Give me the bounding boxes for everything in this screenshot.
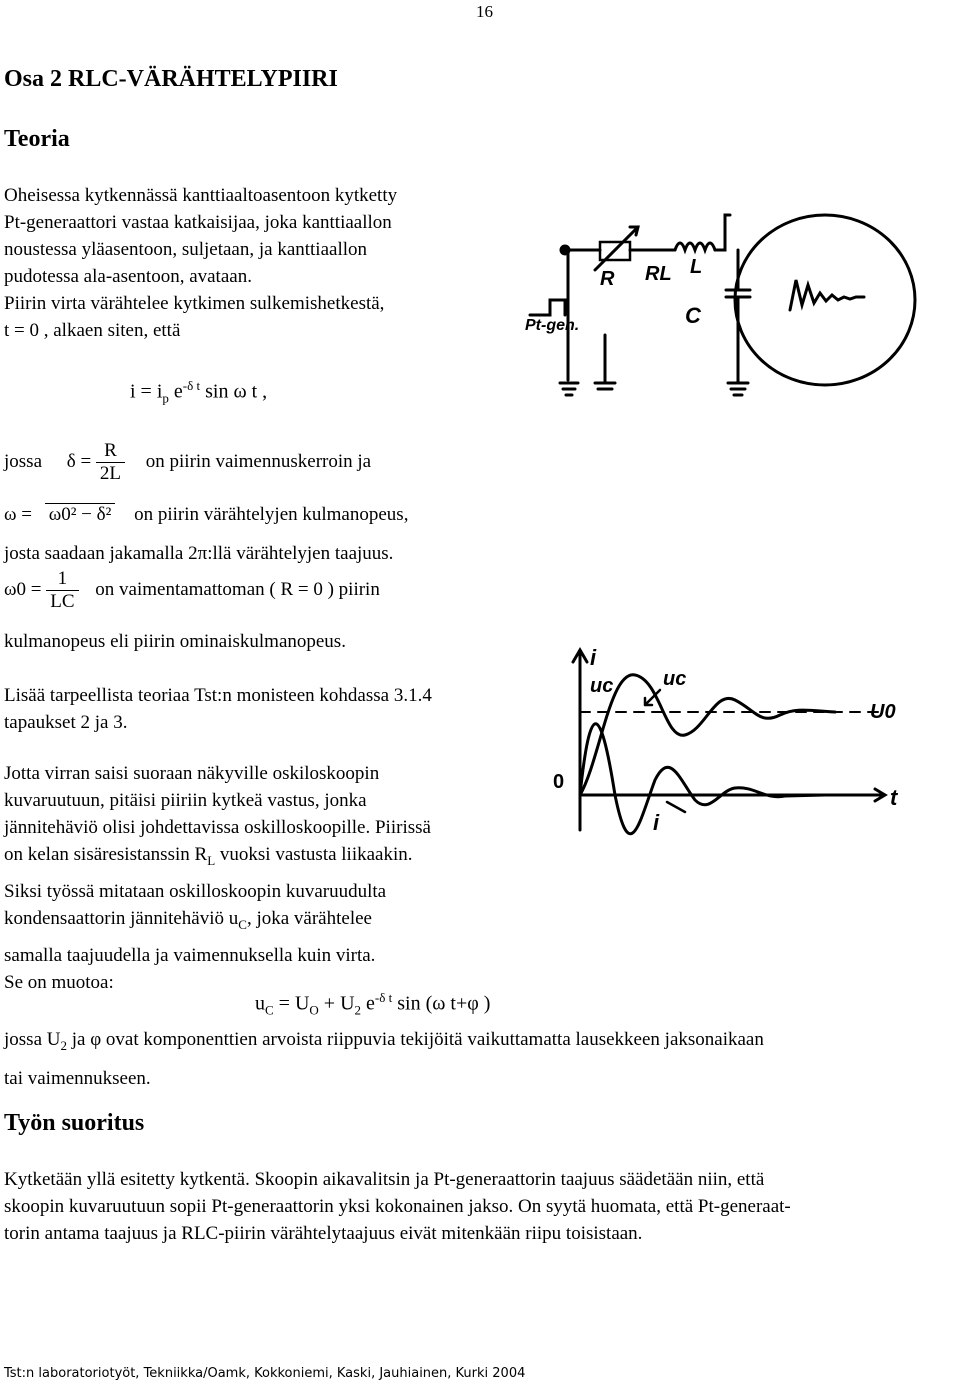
intro-line: Oheisessa kytkennässä kanttiaaltoasentoon kytketty: [4, 185, 398, 206]
intro-line: noustessa yläasentoon, suljetaan, ja kanttiaallon: [4, 239, 368, 260]
footer: Tst:n laboratoriotyöt, Tekniikka/Oamk, Kokkoniemi, Kaski, Jauhiainen, Kurki 2004: [4, 1366, 526, 1381]
intro-line: Piirin virta värähtelee kytkimen sulkemishetkestä,: [4, 293, 385, 314]
omega0-definition: ω0 = $\frac{1}{LC}$ on vaimentamattoman ( R = 0 ) piirin: [4, 568, 380, 612]
intro-line: Pt-generaattori vastaa katkaisijaa, joka kanttiaallon: [4, 212, 392, 233]
omega0-fraction: $\frac{1}{LC}$: [46, 568, 78, 613]
uc-axis-label: uc: [590, 675, 614, 697]
intro-line: pudotessa ala-asentoon, avataan.: [4, 266, 252, 287]
capacitor-label: C: [685, 303, 701, 328]
work-paragraph: Kytketään yllä esitetty kytkentä. Skoopin aikavalitsin ja Pt-generaattorin taajuus säädetään niin, että skoopin kuvaruutuun sopii Pt-generaattorin yksi kokonainen jakso. On syytä huomata, että Pt-generaat- torin antama taajuus ja RLC-piirin värähtelytaajuus eivät mitenkään riipu toisistaan.: [4, 1169, 791, 1244]
page-number: 16: [476, 2, 493, 21]
current-axis-label: i: [590, 645, 597, 670]
coil-resistance-label: RL: [645, 263, 672, 285]
intro-paragraph: [4, 182, 544, 344]
resistor-label: R: [600, 268, 615, 290]
current-equation: $i = i_p$ $e^{-\delta t}$ sin ω t ,: [130, 378, 268, 406]
delta-fraction: $\frac{R}{2L}$: [96, 440, 125, 485]
time-axis-label: t: [890, 785, 898, 810]
omega0-line2: kulmanopeus eli piirin ominaiskulmanopeus.: [4, 631, 346, 652]
delta-definition: jossa δ = $\frac{R}{2L}$ on piirin vaimennuskerroin ja: [4, 440, 372, 484]
omega-definition: ω = ω0² − δ² on piirin värähtelyjen kulmanopeus,: [4, 504, 409, 525]
josta-line: josta saadaan jakamalla 2π:llä värähtelyjen taajuus.: [4, 543, 394, 564]
jossa-u2-paragraph: jossa $U_2$ ja φ ovat komponenttien arvoista riippuvia tekijöitä vaikuttamatta lausekkeen jaksonaikaan tai vaimennukseen.: [4, 1029, 764, 1089]
rlc-circuit-diagram: [520, 205, 960, 405]
damped-oscillation-graph: [545, 640, 955, 840]
uc-equation: $u_C = U_O + U_2$ $e^{-\delta t}$ sin (ω t+φ ): [255, 990, 491, 1018]
more-theory: Lisää tarpeellista teoriaa Tst:n monisteen kohdassa 3.1.4 tapaukset 2 ja 3.: [4, 685, 432, 733]
generator-label: Pt-gen.: [525, 317, 580, 334]
work-heading: Työn suoritus: [4, 1110, 145, 1136]
intro-line: t = 0 , alkaen siten, että: [4, 320, 181, 341]
inductor-label: L: [690, 256, 703, 278]
theory-heading: Teoria: [4, 126, 70, 152]
uc-curve-label: uc: [663, 668, 687, 690]
current-curve-label: i: [653, 810, 660, 835]
u0-level-label: U0: [870, 701, 896, 723]
origin-label: 0: [553, 771, 565, 793]
oscilloscope-paragraph: Jotta virran saisi suoraan näkyville oskiloskoopin kuvaruutuun, pitäisi piiriin kytkeä vastus, jonka jännitehäviö olisi johdettavissa oskilloskoopille. Piirissä on kelan sisäresistanssin $R_L$ vuoksi vastusta liikaakin. Siksi työssä mitataan oskilloskoopin kuvaruudulta kondensaattorin jännitehäviö $u_C$, joka värähtelee samalla taajuudella ja vaimennuksella kuin virta. Se on muotoa:: [4, 763, 431, 993]
part-title: Osa 2 RLC-VÄRÄHTELYPIIRI: [4, 66, 338, 92]
